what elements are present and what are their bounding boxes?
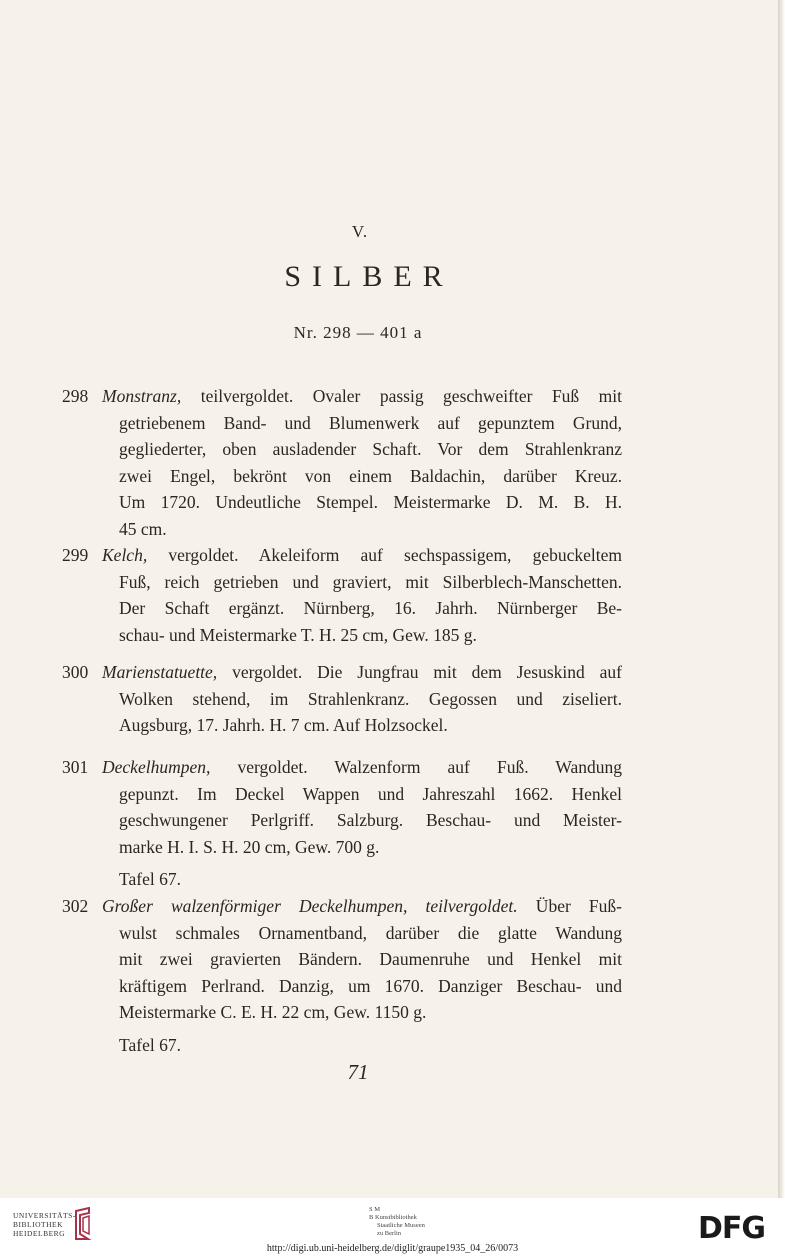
dfg-logo-icon <box>698 1212 774 1242</box>
entry-text-line: 45 cm. <box>119 518 167 539</box>
entry-title: Kelch, <box>102 545 148 565</box>
section-title: SILBER <box>284 260 454 293</box>
catalog-entry-302 <box>62 893 622 1058</box>
entry-number: 302 <box>62 896 89 916</box>
entry-title: Großer walzenförmiger Deckelhumpen, teilvergoldet. <box>102 896 518 916</box>
entry-text-line: Der Schaft ergänzt. Nürnberg, 16. Jahrh. Nürnberger Be- <box>119 598 622 618</box>
page-number: 71 <box>347 1060 369 1084</box>
entry-number: 300 <box>62 662 89 682</box>
entry-text-line: vergoldet. Die Jungfrau mit dem Jesuskind auf <box>217 662 622 682</box>
entry-text-line: Meistermarke C. E. H. 22 cm, Gew. 1150 g. <box>119 1002 427 1022</box>
entry-text-line: zwei Engel, bekrönt von einem Baldachin, darüber Kreuz. <box>119 465 622 486</box>
heidelberg-logo-icon <box>71 1207 93 1241</box>
entry-text-line: getriebenem Band- und Blumenwerk auf gepunztem Grund, <box>119 412 622 433</box>
entry-text-line: schau- und Meistermarke T. H. 25 cm, Gew. 185 g. <box>119 624 477 645</box>
museum-line: S M <box>369 1206 381 1213</box>
museum-line: B Kunstbibliothek <box>369 1214 417 1221</box>
museum-line: Staatliche Museen <box>377 1222 425 1229</box>
page-edge <box>778 0 785 1198</box>
plate-reference: Tafel 67. <box>119 869 181 889</box>
dfg-logo-text: DFG <box>698 1212 766 1242</box>
entry-title: Monstranz, <box>102 386 182 406</box>
entry-text-line: Wolken stehend, im Strahlenkranz. Gegossen und ziseliert. <box>119 688 622 709</box>
entry-text-line: Über Fuß- <box>517 896 622 916</box>
entry-text-line: teilvergoldet. Ovaler passig geschweifter Fuß mit <box>181 386 622 406</box>
section-number: V. <box>351 222 369 241</box>
university-library-label <box>13 1211 76 1238</box>
catalog-entry-298 <box>62 383 622 542</box>
entry-title: Deckelhumpen, <box>102 757 211 777</box>
museum-line: zu Berlin <box>377 1230 402 1237</box>
catalog-entry-300 <box>62 659 622 739</box>
university-line: BIBLIOTHEK <box>13 1220 63 1229</box>
entry-text-line: gegliederter, oben ausladender Schaft. Vor dem Strahlenkranz <box>119 439 622 459</box>
entry-text-line: gepunzt. Im Deckel Wappen und Jahreszahl 1662. Henkel <box>119 783 622 804</box>
entry-text-line: wulst schmales Ornamentband, darüber die glatte Wandung <box>119 922 622 943</box>
catalog-entry-299 <box>62 542 622 648</box>
source-url[interactable]: http://digi.ub.uni-heidelberg.de/diglit/graupe1935_04_26/0073 <box>266 1243 519 1254</box>
entry-text-line: vergoldet. Akeleiform auf sechspassigem, gebuckeltem <box>147 545 622 565</box>
university-line: HEIDELBERG <box>13 1229 66 1238</box>
plate-reference: Tafel 67. <box>119 1034 181 1055</box>
catalog-range: Nr. 298 — 401 a <box>293 323 423 342</box>
entry-text-line: Um 1720. Undeutliche Stempel. Meistermarke D. M. B. H. <box>119 492 622 512</box>
entry-text-line: geschwungener Perlgriff. Salzburg. Beschau- und Meister- <box>119 810 622 830</box>
entry-text-line: mit zwei gravierten Bändern. Daumenruhe und Henkel mit <box>119 949 622 969</box>
entry-title: Marienstatuette, <box>102 662 218 682</box>
entry-number: 299 <box>62 545 89 565</box>
entry-text-line: Augsburg, 17. Jahrh. H. 7 cm. Auf Holzsockel. <box>119 715 448 735</box>
museum-label <box>369 1206 425 1238</box>
entry-text-line: Fuß, reich getrieben und graviert, mit Silberblech-Manschetten. <box>119 571 622 592</box>
catalog-entry-301 <box>62 754 622 893</box>
entry-number: 301 <box>62 757 89 777</box>
university-line: UNIVERSITÄTS- <box>13 1211 76 1220</box>
entry-text-line: vergoldet. Walzenform auf Fuß. Wandung <box>210 757 622 777</box>
entry-text-line: marke H. I. S. H. 20 cm, Gew. 700 g. <box>119 836 380 857</box>
entry-number: 298 <box>62 386 89 406</box>
entry-text-line: kräftigem Perlrand. Danzig, um 1670. Danziger Beschau- und <box>119 975 622 996</box>
